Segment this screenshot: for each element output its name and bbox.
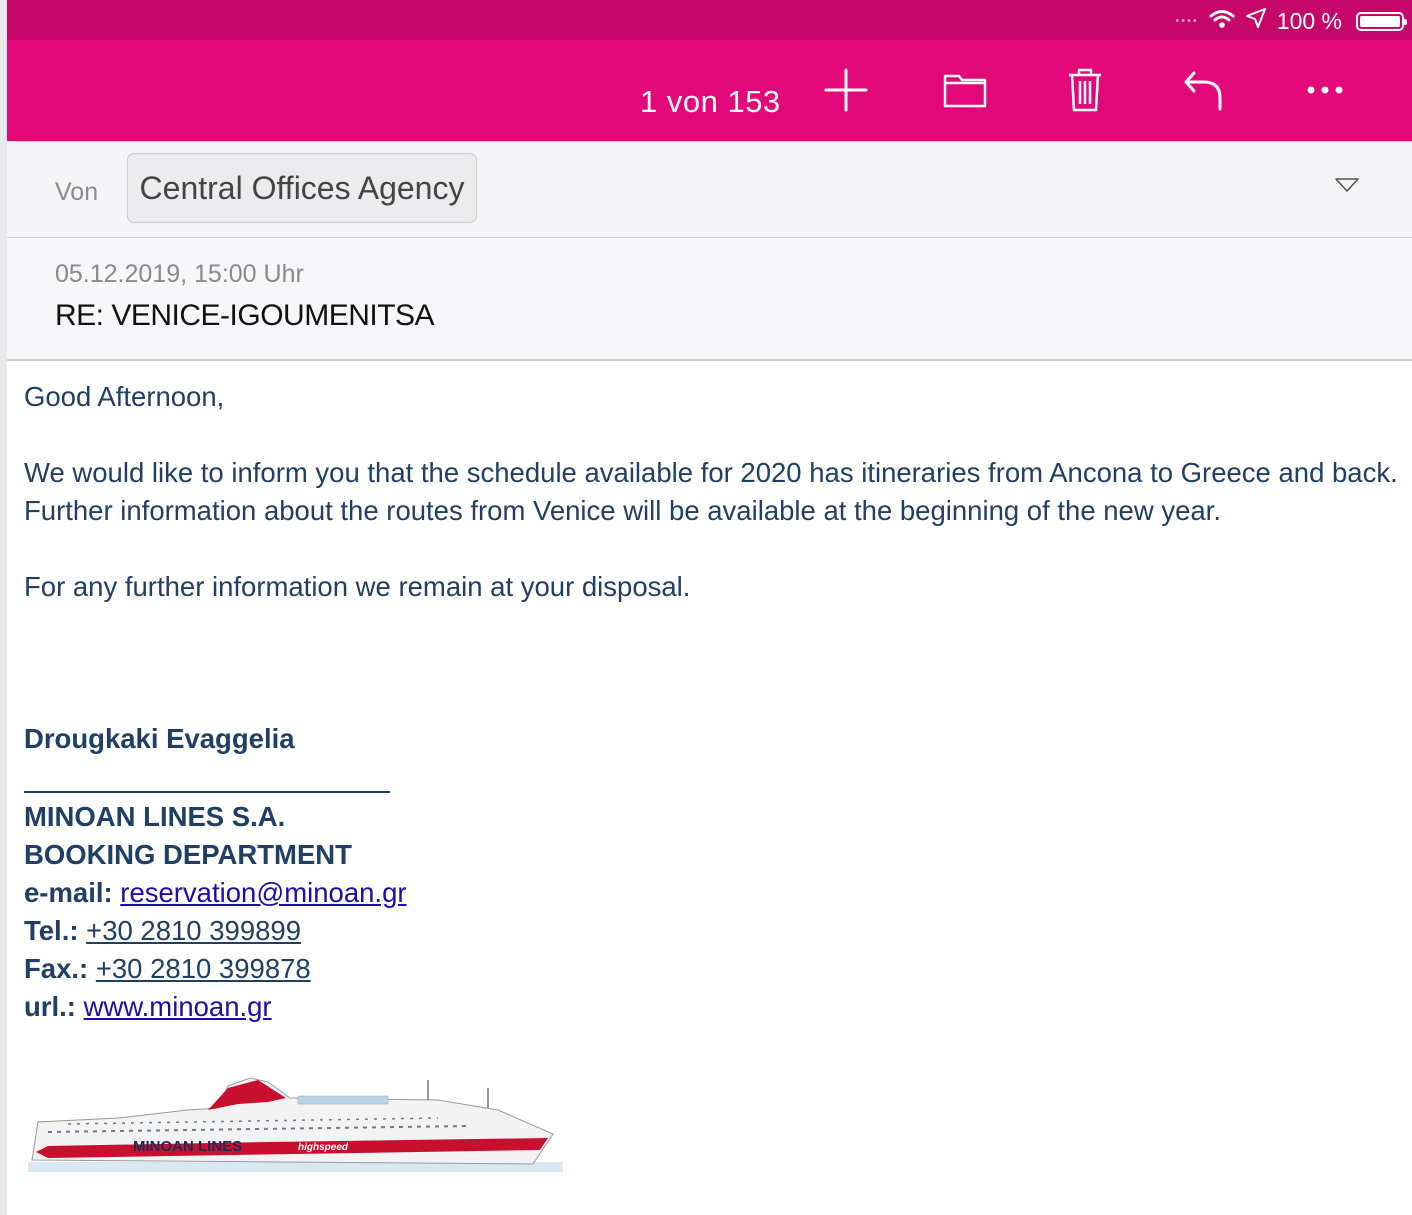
reply-icon[interactable]	[1179, 64, 1231, 116]
sender-chip[interactable]: Central Offices Agency	[127, 153, 477, 223]
message-counter: 1 von 153	[640, 84, 781, 119]
greeting: Good Afternoon,	[24, 381, 225, 412]
signature-email-line	[24, 874, 407, 912]
signature-department: BOOKING DEPARTMENT	[24, 839, 352, 870]
chevron-down-icon[interactable]	[1334, 177, 1360, 198]
sender-row	[7, 141, 1412, 239]
signature-tel-line	[24, 912, 407, 950]
trash-icon[interactable]	[1059, 64, 1111, 116]
signature-block	[24, 798, 407, 1026]
signature-fax-line	[24, 950, 407, 988]
message-body	[24, 378, 1399, 606]
signature-url-line	[24, 988, 407, 1026]
signature-divider	[24, 791, 390, 793]
tel-link[interactable]: +30 2810 399899	[86, 915, 302, 946]
url-link[interactable]: www.minoan.gr	[83, 991, 272, 1022]
ship-hull-text: MINOAN LINES	[133, 1138, 243, 1155]
email-link[interactable]: reservation@minoan.gr	[120, 877, 407, 908]
status-bar	[7, 0, 1412, 40]
signature-company: MINOAN LINES S.A.	[24, 801, 286, 832]
url-label: url.:	[24, 991, 76, 1022]
plus-icon[interactable]	[820, 64, 872, 116]
subject-row	[7, 238, 1412, 361]
message-subject: RE: VENICE-IGOUMENITSA	[55, 299, 435, 332]
ship-hull-subtext: highspeed	[298, 1142, 349, 1153]
message-date: 05.12.2019, 15:00 Uhr	[55, 260, 304, 288]
folder-icon[interactable]	[939, 64, 991, 116]
battery-percent: 100 %	[1276, 7, 1342, 34]
more-icon[interactable]	[1299, 64, 1351, 116]
wifi-icon	[1209, 8, 1235, 35]
signal-icon: ••••	[1175, 15, 1199, 27]
status-indicators	[1175, 4, 1404, 38]
body-paragraph: For any further information we remain at your disposal.	[24, 571, 691, 602]
body-paragraph: We would like to inform you that the schedule available for 2020 has itineraries from Ancona to Greece and back. Further information about the routes from Venice will be available at the beginning of the new year.	[24, 457, 1398, 526]
fax-link[interactable]: +30 2810 399878	[95, 953, 311, 984]
battery-icon	[1356, 12, 1404, 31]
left-edge-strip	[0, 0, 7, 1215]
from-label: Von	[55, 178, 99, 206]
email-label: e-mail:	[24, 877, 113, 908]
ferry-logo-image	[28, 1068, 563, 1183]
fax-label: Fax.:	[24, 953, 89, 984]
tel-label: Tel.:	[24, 915, 79, 946]
location-arrow-icon	[1245, 7, 1267, 35]
signature-name: Drougkaki Evaggelia	[24, 723, 295, 754]
